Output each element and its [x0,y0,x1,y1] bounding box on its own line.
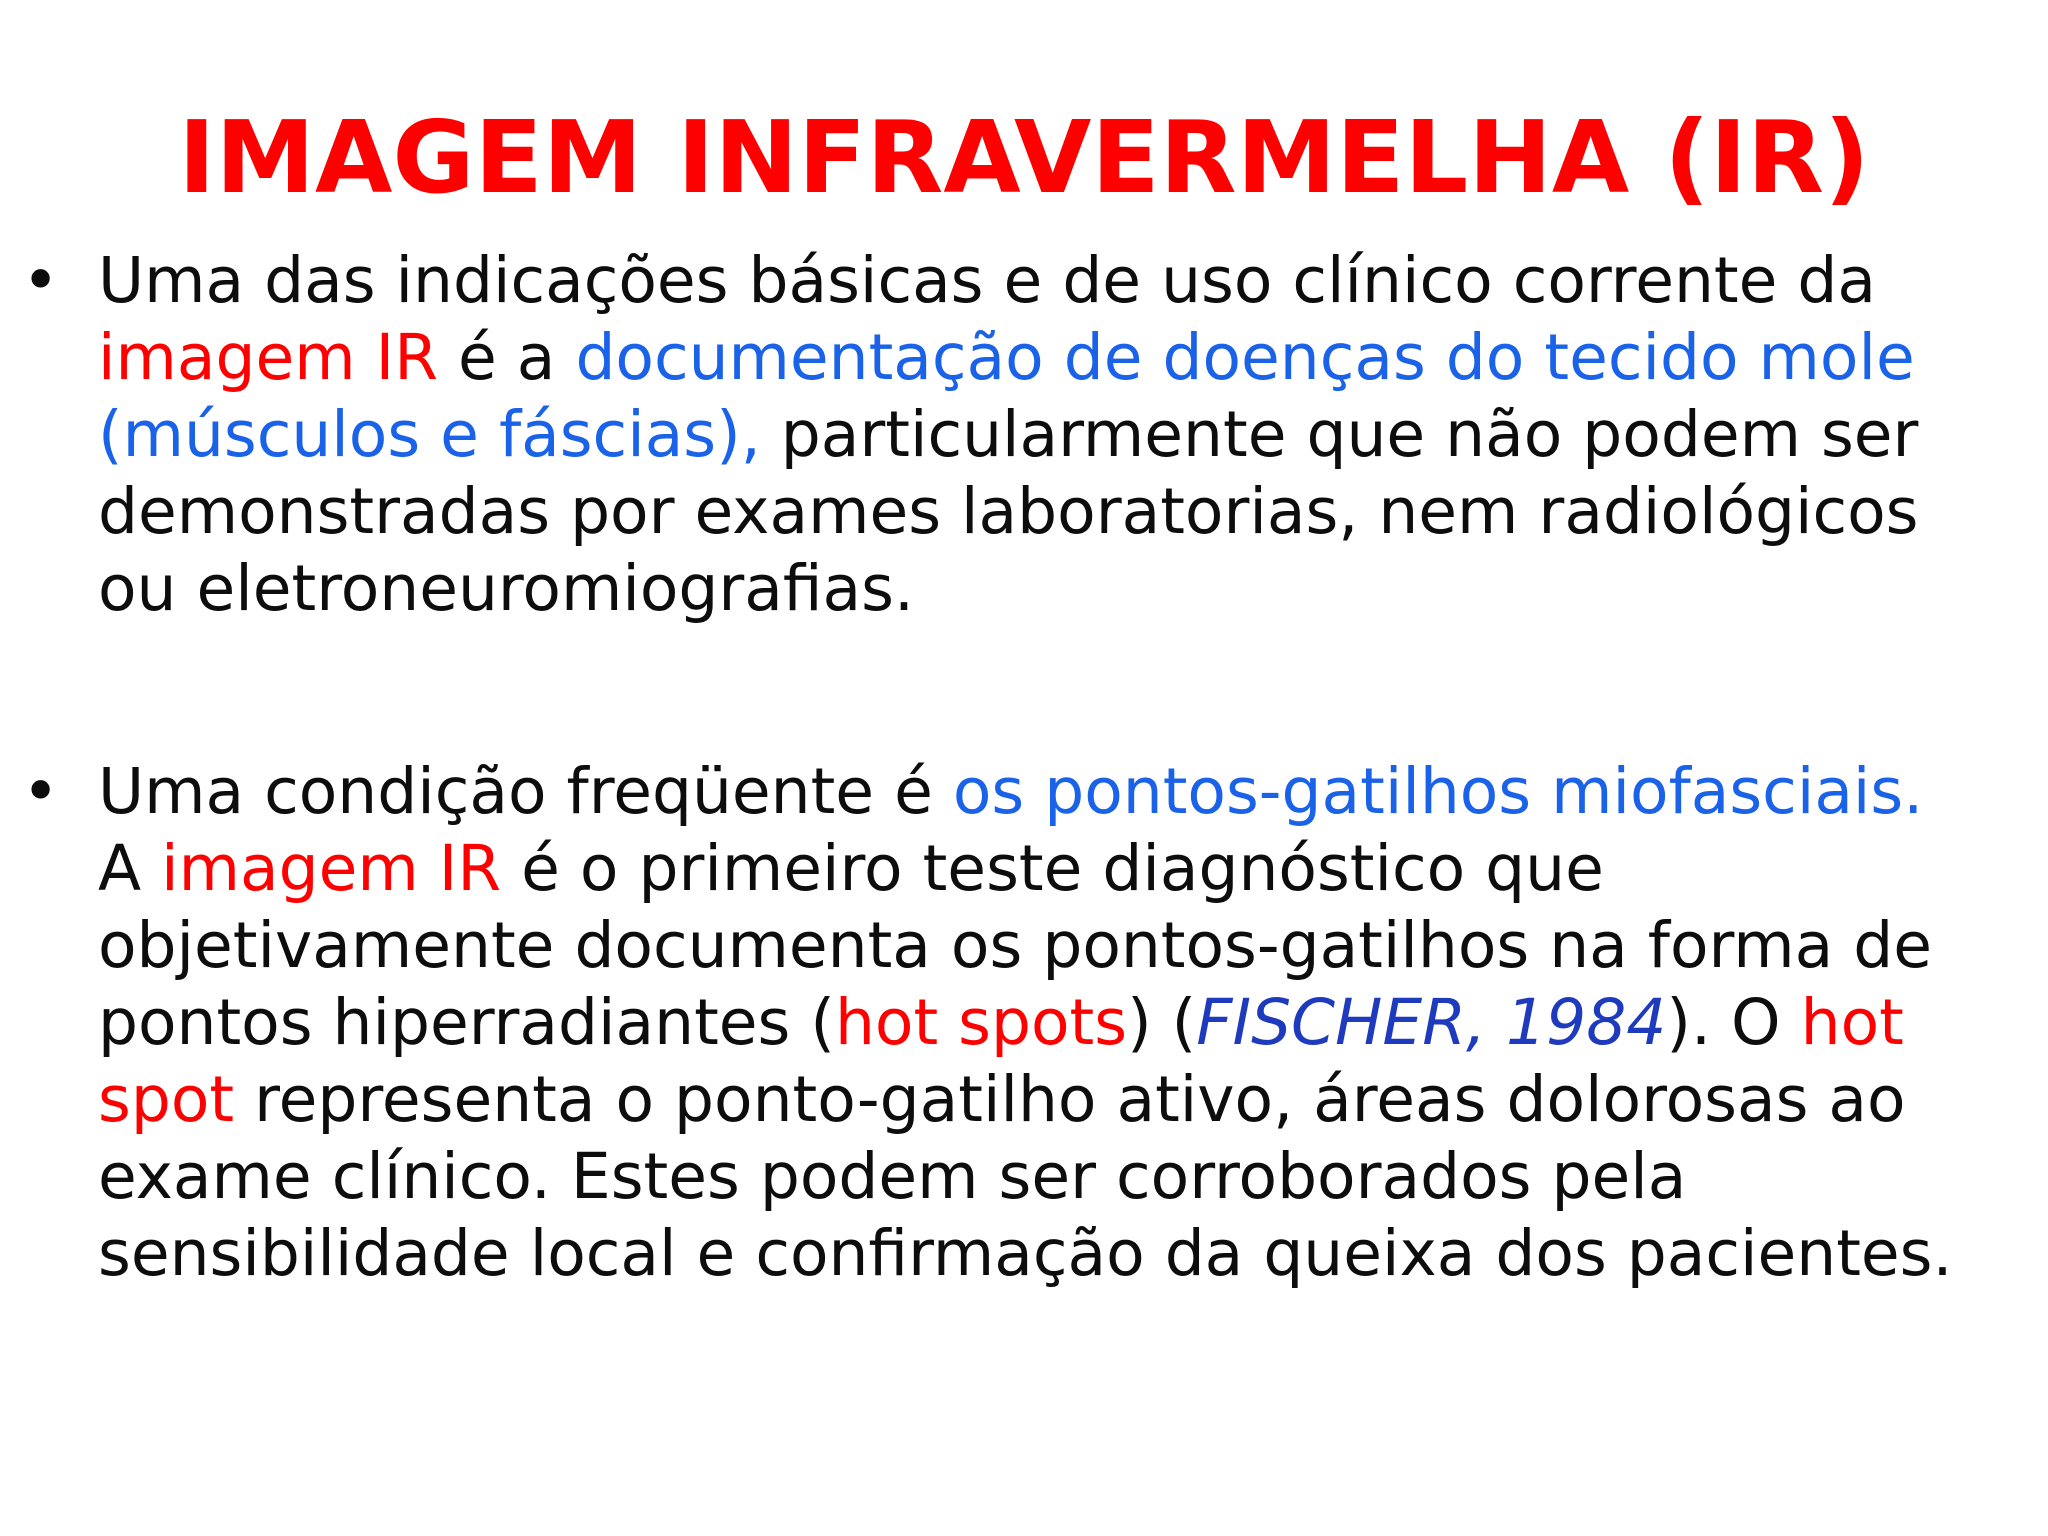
text-span: representa o ponto-gatilho ativo, áreas dolorosas ao [234,1063,1906,1136]
bullet-item-2 [0,753,2048,1292]
slide-title: IMAGEM INFRAVERMELHA (IR) [178,99,1870,216]
bullet-2-line-2 [98,830,2048,907]
text-span: A [98,832,162,905]
bullet-1-line-5 [98,550,2048,627]
text-span: pontos hiperradiantes ( [98,986,835,1059]
bullet-2-line-6 [98,1138,2048,1215]
bullet-1-line-2 [98,319,2048,396]
bullet-2-line-4 [98,984,2048,1061]
highlight-red: hot spots [834,986,1128,1059]
bullet-item-1 [0,242,2048,627]
bullet-2-line-3 [98,907,2048,984]
bullet-2-line-1 [98,753,2048,830]
text-span: objetivamente documenta os pontos-gatilhos na forma de [98,909,1933,982]
bullet-dot-icon: • [22,244,60,317]
text-span: demonstradas por exames laboratorias, nem radiológicos [98,475,1919,548]
citation: FISCHER, 1984 [1196,986,1667,1059]
text-span: exame clínico. Estes podem ser corroborados pela [98,1140,1687,1213]
text-span: particularmente que não podem ser [760,398,1919,471]
highlight-red: spot [98,1063,235,1136]
text-span: sensibilidade local e confirmação da queixa dos pacientes. [98,1217,1953,1290]
text-span: é a [437,321,576,394]
text-span: ). O [1666,986,1801,1059]
text-span: ou eletroneuromiografias. [98,552,915,625]
text-span: Uma das indicações básicas e de uso clínico corrente da [98,244,1876,317]
bullet-1-line-1 [98,242,2048,319]
highlight-blue: documentação de doenças do tecido mole [575,321,1915,394]
bullet-dot-icon: • [22,755,60,828]
highlight-red: imagem IR [161,832,502,905]
highlight-blue: os pontos-gatilhos miofasciais. [952,755,1924,828]
bullet-1-line-3 [98,396,2048,473]
highlight-red: hot [1800,986,1904,1059]
text-span: Uma condição freqüente é [98,755,953,828]
bullet-2-line-5 [98,1061,2048,1138]
highlight-red: imagem IR [98,321,438,394]
bullet-2-line-7 [98,1215,2048,1292]
bullet-1-line-4 [98,473,2048,550]
text-span: ) ( [1127,986,1197,1059]
text-span: é o primeiro teste diagnóstico que [501,832,1604,905]
bullet-list [0,242,2048,1292]
highlight-blue: (músculos e fáscias), [98,398,761,471]
